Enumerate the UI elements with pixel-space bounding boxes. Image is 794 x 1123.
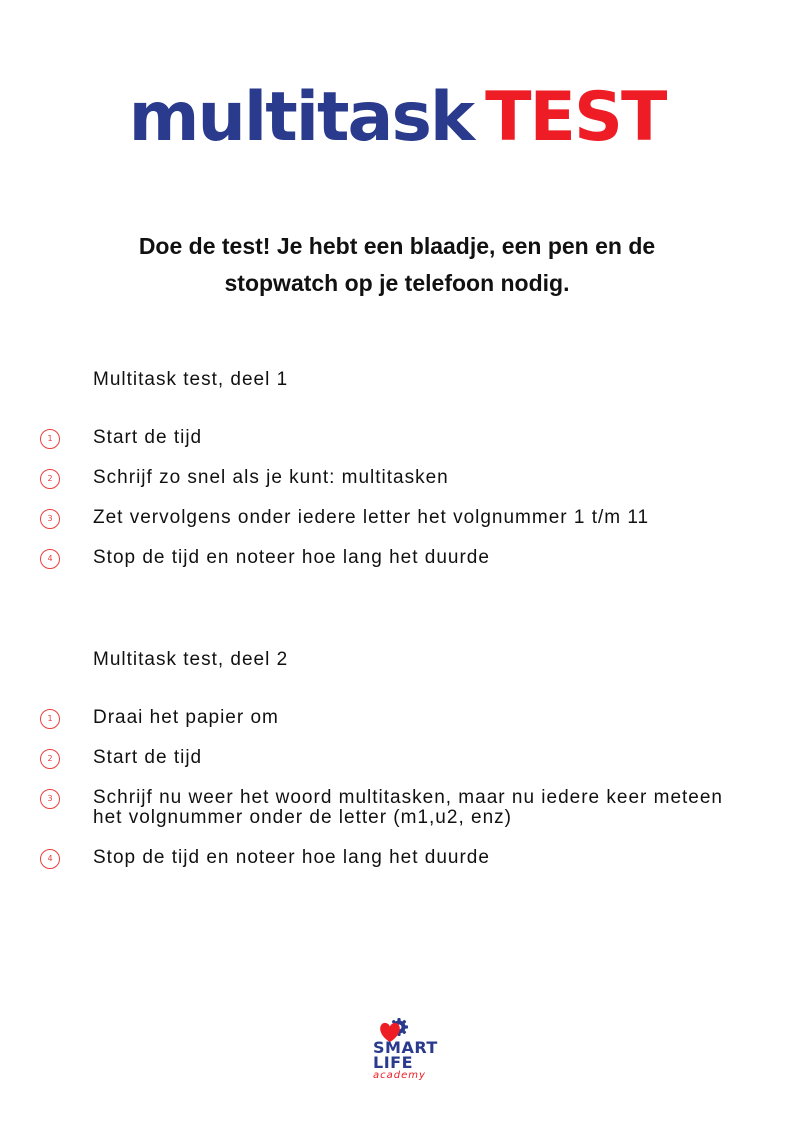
logo-line-academy: academy — [373, 1070, 426, 1081]
step-number-badge: 3 — [40, 789, 60, 809]
intro-line-1: Doe de test! Je hebt een blaadje, een pen en de — [138, 233, 656, 259]
step-text: Stop de tijd en noteer hoe lang het duurde — [93, 847, 490, 868]
step-number-badge: 1 — [40, 429, 60, 449]
section-1-heading: Multitask test, deel 1 — [93, 369, 289, 390]
step-text: Schrijf nu weer het woord multitasken, maar nu iedere keer meteen het volgnummer onder de letter (m1,u2, enz) — [93, 787, 723, 828]
page-title — [0, 78, 794, 158]
step-number-badge: 4 — [40, 849, 60, 869]
title-multitask: multitask — [128, 78, 474, 157]
step-text: Stop de tijd en noteer hoe lang het duurde — [93, 547, 490, 568]
step-text: Schrijf zo snel als je kunt: multitasken — [93, 467, 449, 488]
step-number-badge: 4 — [40, 549, 60, 569]
title-test: TEST — [485, 78, 666, 157]
step-text: Start de tijd — [93, 427, 203, 448]
step-number-badge: 1 — [40, 709, 60, 729]
step-text: Draai het papier om — [93, 707, 279, 728]
logo-line-smart: SMART — [373, 1038, 438, 1057]
step-number-badge: 2 — [40, 749, 60, 769]
step-text: Start de tijd — [93, 747, 203, 768]
section-2-heading: Multitask test, deel 2 — [93, 649, 289, 670]
intro-line-2: stopwatch op je telefoon nodig. — [224, 270, 570, 296]
step-text: Zet vervolgens onder iedere letter het volgnummer 1 t/m 11 — [93, 507, 650, 528]
step-number-badge: 2 — [40, 469, 60, 489]
logo-line-life: LIFE — [373, 1053, 414, 1072]
step-number-badge: 3 — [40, 509, 60, 529]
smart-life-academy-logo — [362, 1016, 452, 1086]
intro-text — [0, 228, 794, 302]
